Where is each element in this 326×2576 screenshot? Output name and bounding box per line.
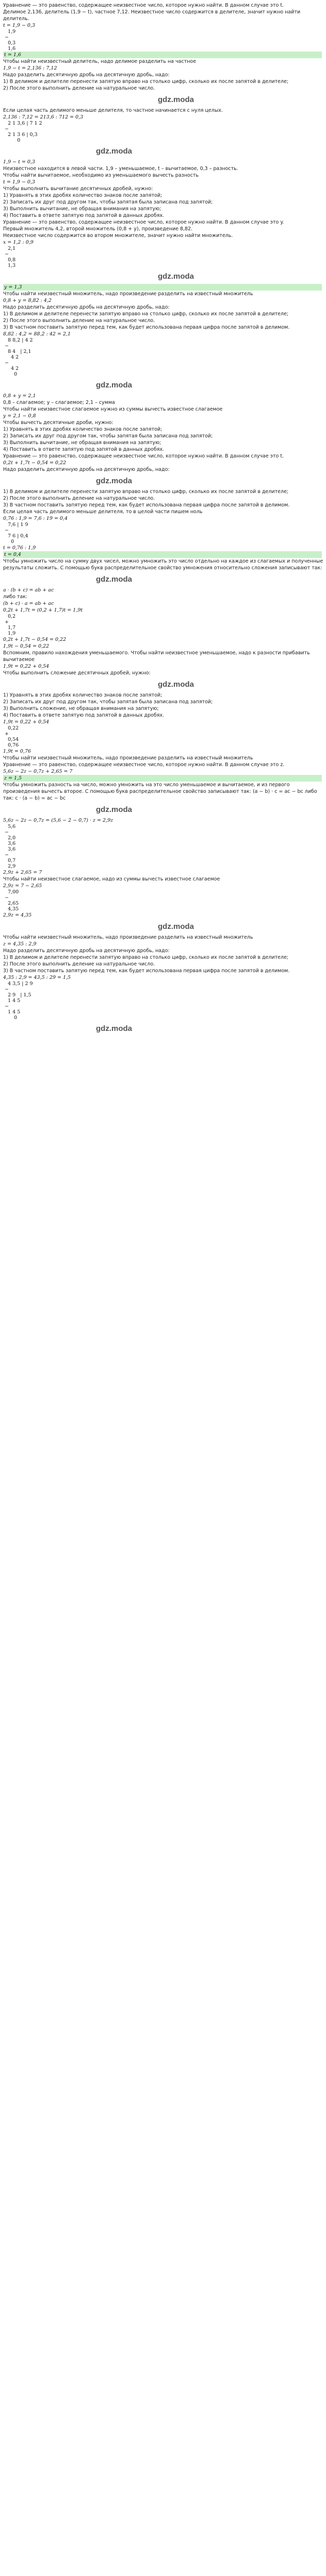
watermark: gdz.moda [96, 147, 132, 156]
math-line: 1,9t = 0,76 [3, 749, 31, 754]
explanation-text: 3) В частном поставить запятую перед тем, как будет использована первая цифра после запятой в делимом. [3, 968, 290, 974]
explanation-text: Надо разделить десятичную дробь на десятичную дробь, надо: [3, 467, 170, 472]
math-line: a · (b + c) = ab + ac [3, 587, 54, 593]
watermark: gdz.moda [96, 477, 132, 485]
column-computation: 7,00 − 2,65 4,35 [5, 889, 19, 912]
explanation-text: Если целая часть делимого меньше делителя, то в целой части пишем ноль [3, 509, 203, 515]
answer-highlight: t = 1,6 [3, 52, 322, 58]
column-computation: 1,9 − 0,3 1,6 [5, 29, 16, 52]
explanation-text: Чтобы найти неизвестное слагаемое, надо из суммы вычесть известное слагаемое [3, 876, 220, 882]
math-line: 0,2t + 1,7t = (0,2 + 1,7)t = 1,9t [3, 607, 83, 613]
explanation-text: Вспомним, правило нахождения уменьшаемого. Чтобы найти неизвестное уменьшаемое, надо к разности прибавить вычитаемое [3, 650, 312, 663]
math-line: 0,76 : 1,9 = 7,6 : 19 = 0,4 [3, 516, 68, 521]
explanation-text: Делимое 2,136, делитель (1,9 − t), частное 7,12. Неизвестное число содержится в делителе, значит нужно найти делитель. [3, 9, 302, 22]
watermark: gdz.moda [96, 575, 132, 584]
explanation-text: 1) Уравнять в этих дробях количество знаков после запятой; [3, 193, 162, 198]
explanation-text: Чтобы выполнить вычитание десятичных дробей, нужно: [3, 186, 153, 192]
explanation-text: Надо разделить десятичную дробь на десятичную дробь, надо: [3, 72, 170, 78]
explanation-text: Первый множитель 4,2, второй множитель (0,8 + y), произведение 8,82. [3, 226, 193, 232]
explanation-text: Чтобы найти неизвестный множитель, надо произведение разделить на известный множитель [3, 291, 253, 297]
math-line: x = 1,2 : 0,9 [3, 240, 34, 245]
column-computation: 2 1 3,6 | 7 1 2 − 2 1 3 6 | 0,3 0 [5, 121, 42, 143]
explanation-text: 1) Уравнять в этих дробях количество знаков после запятой; [3, 692, 162, 698]
math-line: t = 1,9 − 0,3 [3, 23, 36, 28]
explanation-text: Уравнение — это равенство, содержащее неизвестное число, которое нужно найти. В данном случае это y. [3, 219, 284, 225]
math-line: (b + c) · a = ab + ac [3, 601, 54, 606]
watermark: gdz.moda [96, 381, 132, 389]
math-line: 2,9z = 4,35 [3, 912, 32, 918]
math-line: t = 0,76 : 1,9 [3, 545, 36, 551]
watermark: gdz.moda [158, 680, 194, 689]
explanation-text: 4) Поставить в ответе запятую под запятой в данных дробях. [3, 213, 165, 218]
explanation-text: 4) Поставить в ответе запятую под запятой в данных дробях. [3, 713, 165, 718]
explanation-text: 4) Поставить в ответе запятую под запятой в данных дробях. [3, 447, 165, 452]
math-line: 2,9z = 7 − 2,65 [3, 883, 42, 889]
explanation-text: 2) После этого выполнить деление на натуральное число. [3, 318, 155, 324]
math-line: 2,136 : 7,12 = 213,6 : 712 = 0,3 [3, 114, 84, 120]
explanation-text: 3) Выполнить вычитание, не обращая внимания на запятую; [3, 440, 161, 446]
answer-highlight: z = 1,5 [3, 775, 322, 782]
math-line: 4,35 : 2,9 = 43,5 : 29 = 1,5 [3, 975, 71, 980]
math-line: y = 2,1 − 0,8 [3, 413, 36, 419]
explanation-text: Чтобы найти неизвестный множитель, надо произведение разделить на известный множитель [3, 935, 253, 940]
explanation-text: 2) Записать их друг под другом так, чтобы запятая была записана под запятой; [3, 699, 213, 705]
math-line: 1,9t = 0,22 + 0,54 [3, 664, 50, 669]
explanation-text: Чтобы найти вычитаемое, необходимо из уменьшаемого вычесть разность [3, 173, 199, 178]
column-computation: 7,6 | 1 9 − 7 6 | 0,4 0 [5, 522, 28, 545]
explanation-text: 3) В частном поставить запятую перед тем, как будет использована первая цифра после запятой в делимом. [3, 325, 290, 330]
math-line: 1,9 − t = 0,3 [3, 159, 36, 165]
explanation-text: 3) Выполнить вычитание, не обращая внимания на запятую; [3, 206, 161, 212]
math-line: 5,6z − 2z − 0,7z = (5,6 − 2 − 0,7) · z = 2,9z [3, 818, 113, 823]
math-line: 2,9z + 2,65 = 7 [3, 870, 42, 875]
explanation-text: 0,8 – слагаемое; y – слагаемое; 2,1 – сумма [3, 400, 115, 405]
explanation-text: 3) Выполнить сложение, не обращая внимания на запятую; [3, 706, 159, 711]
explanation-text: Надо разделить десятичную дробь на десятичную дробь, надо: [3, 948, 170, 954]
watermark: gdz.moda [96, 805, 132, 814]
explanation-text: Чтобы умножить разность на число, можно умножить на это число уменьшаемое и вычитаемое, и из первого произведения вычесть второе. С помощью букв распределительное свойство записывают так: (a − b) · c = ac − bc либо так: c · (a − b) = ac − bc [3, 782, 319, 801]
column-computation: 3,6 − 0,7 2,9 [5, 846, 16, 869]
math-line: 8,82 : 4,2 = 88,2 : 42 = 2,1 [3, 331, 71, 337]
column-computation: 4 3,5 | 2 9 − 2 9 | 1,5 1 4 5 − 1 4 5 0 [5, 981, 33, 1021]
watermark: gdz.moda [158, 922, 194, 931]
watermark: gdz.moda [158, 95, 194, 104]
math-line: 0,8 + y = 2,1 [3, 393, 36, 399]
explanation-text: либо так: [3, 594, 28, 600]
math-line: 5,6z − 2z − 0,7z + 2,65 = 7 [3, 769, 73, 774]
explanation-text: Уравнение — это равенство, содержащее неизвестное число, которое нужно найти. В данном случае это t. [3, 453, 284, 459]
explanation-text: 1) В делимом и делителе перенести запятую вправо на столько цифр, сколько их после запятой в делителе; [3, 489, 289, 495]
math-line: 0,2t + 1,7t − 0,54 = 0,22 [3, 460, 67, 466]
column-computation: 2,1 − 0,8 1,3 [5, 246, 16, 268]
explanation-text: 2) После этого выполнить деление на натуральное число. [3, 496, 155, 501]
explanation-text: 1) Уравнять в этих дробях количество знаков после запятой; [3, 427, 162, 432]
explanation-text: 2) Записать их друг под другом так, чтобы запятая была записана под запятой; [3, 199, 213, 205]
math-line: z = 4,35 : 2,9 [3, 941, 37, 947]
math-line: 1,9t = 0,22 + 0,54 [3, 719, 50, 725]
column-computation: 8 8,2 | 4 2 − 8 4 | 2,1 4 2 − 4 2 0 [5, 337, 33, 377]
math-line: 0,2t + 1,7t − 0,54 = 0,22 [3, 637, 67, 642]
explanation-text: Уравнение — это равенство, содержащее неизвестное число, которое нужно найти. В данном случае это t. [3, 3, 284, 8]
column-computation: 5,6 − 2,0 3,6 [5, 824, 16, 846]
explanation-text: Чтобы выполнить сложение десятичных дробей, нужно: [3, 670, 151, 676]
explanation-text: Чтобы найти неизвестный делитель, надо делимое разделить на частное [3, 59, 197, 64]
explanation-text: Чтобы найти неизвестное слагаемое нужно из суммы вычесть известное слагаемое [3, 406, 223, 412]
explanation-text: 2) После этого выполнить деление на натуральное число. [3, 961, 155, 967]
answer-highlight: y = 1,3 [3, 284, 322, 291]
explanation-text: Неизвестное число содержится во втором множителе, значит нужно найти множитель. [3, 233, 233, 239]
explanation-text: Если целая часть делимого меньше делителя, то частное начинается с нуля целых. [3, 108, 223, 113]
explanation-text: Неизвестное находится в левой части. 1,9 – уменьшаемое, t – вычитаемое, 0,3 – разность. [3, 166, 238, 172]
explanation-text: 2) Записать их друг под другом так, чтобы запятая была записана под запятой; [3, 433, 213, 439]
explanation-text: Уравнение — это равенство, содержащее неизвестное число, которое нужно найти. В данном случае это z. [3, 762, 285, 768]
explanation-text: 1) В делимом и делителе перенести запятую вправо на столько цифр, сколько их после запятой в делителе; [3, 311, 289, 317]
column-computation: 0,2 + 1,7 1,9 [5, 614, 16, 636]
explanation-text: 1) В делимом и делителе перенести запятую вправо на столько цифр, сколько их после запятой в делителе; [3, 79, 289, 84]
solution-page [0, 0, 326, 1041]
math-line: 1,9t − 0,54 = 0,22 [3, 643, 50, 649]
math-line: 0,8 + y = 8,82 : 4,2 [3, 298, 52, 303]
column-computation: 0,22 + 0,54 0,76 [5, 725, 19, 748]
watermark: gdz.moda [96, 1024, 132, 1033]
math-line: t = 1,9 − 0,3 [3, 179, 36, 185]
explanation-text: 1) В делимом и делителе перенести запятую вправо на столько цифр, сколько их после запятой в делителе; [3, 955, 289, 960]
explanation-text: 3) В частном поставить запятую перед тем, как будет использована первая цифра после запятой в делимом. [3, 502, 290, 508]
explanation-text: Чтобы умножить число на сумму двух чисел, можно умножить это число отдельно на каждое из слагаемых и полученные результаты сложить. С помощью букв распределительное свойство умножения относительно сложения записывают так: [3, 558, 325, 571]
explanation-text: Чтобы вычесть десятичные дроби, нужно: [3, 420, 113, 426]
math-line: 1,9 − t = 2,136 : 7,12 [3, 65, 57, 71]
explanation-text: Надо разделить десятичную дробь на десятичную дробь, надо: [3, 304, 170, 310]
watermark: gdz.moda [158, 272, 194, 281]
answer-highlight: t = 0,4 [3, 551, 322, 558]
explanation-text: Чтобы найти неизвестный множитель, надо произведение разделить на известный множитель [3, 755, 253, 761]
explanation-text: 2) После этого выполнить деление на натуральное число. [3, 86, 155, 91]
